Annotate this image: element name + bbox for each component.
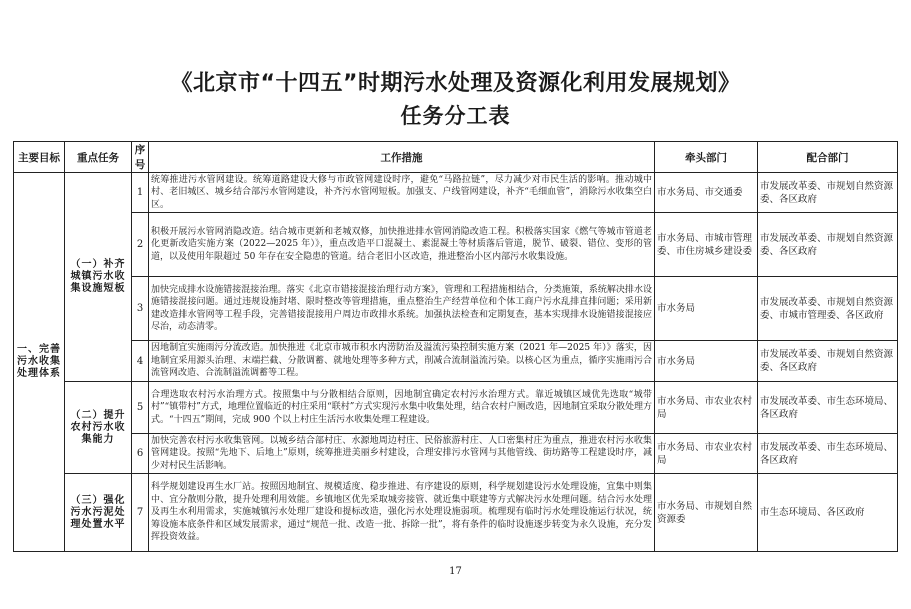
table-row	[14, 173, 898, 213]
coop-dept-cell: 市发展改革委、市规划自然资源委、各区政府	[758, 213, 898, 277]
table-row	[14, 341, 898, 382]
header-task: 重点任务	[65, 142, 132, 173]
measure-cell: 科学规划建设再生水厂站。按照因地制宜、规模适度、稳步推进、有序建设的原则，科学规划建设污水处理设施，宜集中则集中、宜分散则分散，提升处理利用效能。乡镇地区优先采取城旁接管、就近集中联建等方式解决污水处理问题。结合污水处理及再生水利用需求，实施城镇污水处理厂建设和提标改造，强化污水处理设施弱项。梳理现有临时污水处理设施运行状况，统筹设施本底条件和区域发展需求，通过“规范一批、改造一批、拆除一批”，将有条件的临时设施逐步转变为永久设施，充分发挥投资效益。	[149, 474, 655, 552]
table-row	[14, 382, 898, 434]
lead-dept-cell: 市水务局、市交通委	[655, 173, 758, 213]
measure-cell: 统筹推进污水管网建设。统筹道路建设大修与市政管网建设时序，避免“马路拉链”，尽力减少对市民生活的影响。推动城中村、老旧城区、城乡结合部污水管网建设，补齐污水管网短板。加强支、户线管网建设，补齐“毛细血管”，消除污水收集空白区。	[149, 173, 655, 213]
lead-dept-cell: 市水务局	[655, 341, 758, 382]
seq-cell: 6	[132, 434, 149, 474]
measure-cell: 因地制宜实施雨污分流改造。加快推进《北京市城市积水内涝防治及溢流污染控制实施方案（2021 年—2025 年）》落实，因地制宜采用源头治理、末端拦截、分散调蓄、就地处理等多种方式，削减合流制溢流污染。以核心区为重点，循序实施雨污合流管网改造、合流制溢流调蓄等工程。	[149, 341, 655, 382]
coop-dept-cell: 市生态环境局、各区政府	[758, 474, 898, 552]
lead-dept-cell: 市水务局、市农业农村局	[655, 434, 758, 474]
header-lead-dept: 牵头部门	[655, 142, 758, 173]
document-subtitle: 任务分工表	[400, 104, 511, 128]
coop-dept-cell: 市发展改革委、市规划自然资源委、市城市管理委、各区政府	[758, 277, 898, 341]
seq-cell: 3	[132, 277, 149, 341]
measure-cell: 加快完善农村污水收集管网。以城乡结合部村庄、水源地周边村庄、民俗旅游村庄、人口密集村庄为重点，推进农村污水收集管网建设。按照“先地下、后地上”原则，统筹推进美丽乡村建设，合理安排污水管网与其他管线、街坊路等工程建设时序，减少对村民生活影响。	[149, 434, 655, 474]
seq-cell: 2	[132, 213, 149, 277]
lead-dept-cell: 市水务局、市规划自然资源委	[655, 474, 758, 552]
table-header-row	[14, 142, 898, 173]
page-number: 17	[449, 566, 462, 577]
seq-cell: 7	[132, 474, 149, 552]
task-cell: （三）强化污水污泥处理处置水平	[65, 474, 132, 552]
seq-cell: 4	[132, 341, 149, 382]
table-row	[14, 213, 898, 277]
seq-cell: 1	[132, 173, 149, 213]
task-cell: （二）提升农村污水收集能力	[65, 382, 132, 474]
coop-dept-cell: 市发展改革委、市规划自然资源委、各区政府	[758, 173, 898, 213]
measure-cell: 积极开展污水管网消隐改造。结合城市更新和老城双修，加快推进排水管网消隐改造工程。积极落实国家《燃气等城市管道老化更新改造实施方案（2022—2025 年）》，重点改造平口混凝土、素混凝土等材质落后管道，脱节、破裂、错位、变形的管道，以及使用年限超过 50 年存在安全隐患的管道。结合老旧小区改造，推进整治小区内部污水收集设施。	[149, 213, 655, 277]
measure-cell: 加快完成排水设施错接混接治理。落实《北京市错接混接治理行动方案》，管理和工程措施相结合，分类施策，系统解决排水设施错接混接问题。通过违规设施封堵、限时整改等管理措施，重点整治生产经营单位和个体工商户污水乱排直排问题；采用新建改造排水管网等工程手段，完善错接混接用户周边市政排水系统。加强执法检查和定期复查，基本实现排水设施错接混接应尽治，动态清零。	[149, 277, 655, 341]
seq-cell: 5	[132, 382, 149, 434]
table-row	[14, 434, 898, 474]
lead-dept-cell: 市水务局、市农业农村局	[655, 382, 758, 434]
coop-dept-cell: 市发展改革委、市生态环境局、各区政府	[758, 382, 898, 434]
task-cell: （一）补齐城镇污水收集设施短板	[65, 173, 132, 382]
goal-cell: 一、完善污水收集处理体系	[14, 173, 65, 552]
header-measure: 工作措施	[149, 142, 655, 173]
lead-dept-cell: 市水务局、市城市管理委、市住房城乡建设委	[655, 213, 758, 277]
header-coop-dept: 配合部门	[758, 142, 898, 173]
header-seq: 序号	[132, 142, 149, 173]
lead-dept-cell: 市水务局	[655, 277, 758, 341]
task-allocation-table	[13, 141, 898, 552]
document-title: 《北京市“十四五”时期污水处理及资源化利用发展规划》	[170, 71, 741, 96]
coop-dept-cell: 市发展改革委、市规划自然资源委、各区政府	[758, 341, 898, 382]
measure-cell: 合理选取农村污水治理方式。按照集中与分散相结合原则，因地制宜确定农村污水治理方式。靠近城镇区域优先选取“城带村”“镇带村”方式，地理位置临近的村庄采用“联村”方式实现污水集中收集处理，结合农村户厕改造，因地制宜采取分散处理方式。“十四五”期间，完成 900 个以上村庄生活污水收集处理工程建设。	[149, 382, 655, 434]
table-row	[14, 277, 898, 341]
header-goal: 主要目标	[14, 142, 65, 173]
coop-dept-cell: 市发展改革委、市生态环境局、各区政府	[758, 434, 898, 474]
table-row	[14, 474, 898, 552]
